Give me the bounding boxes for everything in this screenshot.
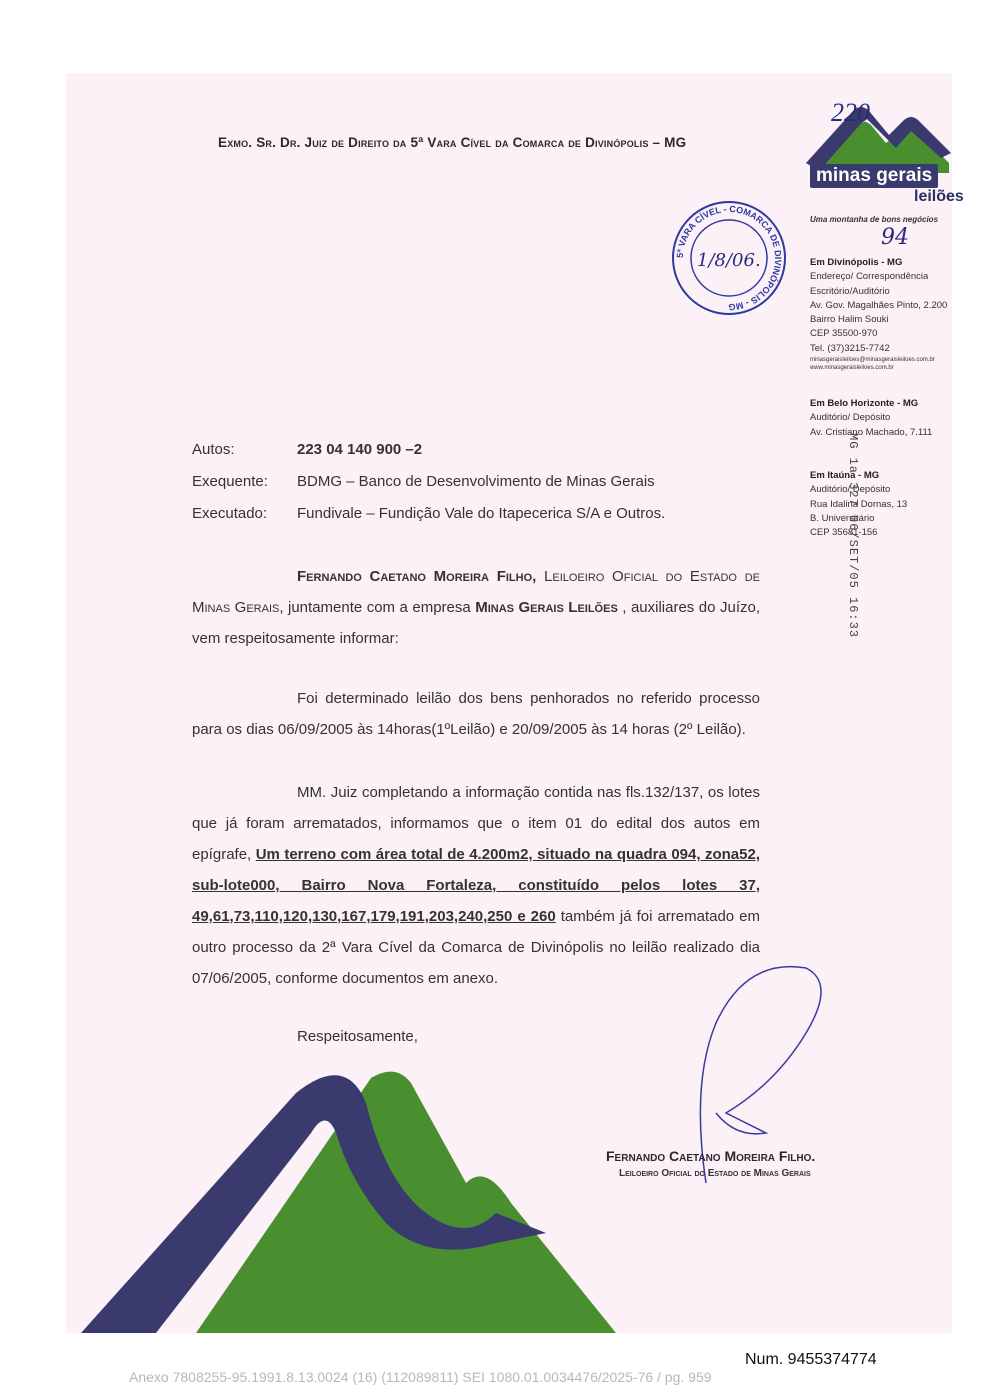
footer-reference: Anexo 7808255-95.1991.8.13.0024 (16) (112089811) SEI 1080.01.0034476/2025-76 / pg. 959	[129, 1369, 712, 1385]
handwritten-page-mark: 220	[831, 98, 870, 127]
office-line: B. Universitário	[810, 512, 875, 524]
office-line: Escritório/Auditório	[810, 285, 890, 297]
property-description: Um terreno com área total de 4.200m2, situado na quadra 094, zona52, sub-lote000, Bairro Nova Fortaleza, constituído pelos lotes 37, 49,61,73,110,120,130,167,179,191,203,240,250 e 260	[192, 846, 760, 925]
office-line: Bairro Halim Souki	[810, 314, 889, 326]
stamp-ring-text: 5ª VARA CÍVEL - COMARCA DE DIVINÓPOLIS - MG	[674, 203, 784, 313]
office-line: Av. Cristiano Machado, 7.111	[810, 426, 933, 438]
intro-text: , juntamente com a empresa	[279, 599, 476, 616]
office-line: Auditório/ Depósito	[810, 484, 891, 496]
auctioneer-name: Fernando Caetano Moreira Filho,	[297, 568, 537, 585]
auction-dates-paragraph	[192, 683, 760, 745]
office-email: minasgeraisleiloes@minasgeraisleiloes.com.br	[810, 357, 935, 364]
closing: Respeitosamente,	[297, 1028, 418, 1045]
logo-sub: leilões	[914, 188, 964, 205]
protocol-side-stamp: MG 1a 327 06/SET/05 16:33	[846, 433, 860, 639]
company-name: Minas Gerais Leilões	[475, 599, 618, 616]
office-line: Av. Gov. Magalhães Pinto, 2.200	[810, 299, 948, 311]
handwritten-folio: 94	[881, 225, 909, 250]
office-line: CEP 35500-970	[810, 328, 878, 340]
case-label: Autos:	[192, 441, 235, 458]
case-label: Executado:	[192, 505, 268, 522]
office-line: Tel. (37)3215-7742	[810, 342, 890, 354]
intro-paragraph	[192, 561, 760, 654]
office-website: www.minasgeraisleiloes.com.br	[810, 365, 894, 372]
case-value: BDMG – Banco de Desenvolvimento de Minas Gerais	[297, 473, 655, 490]
signatory-name: Fernando Caetano Moreira Filho.	[606, 1148, 816, 1164]
office-title: Em Divinópolis - MG	[810, 257, 903, 268]
case-value: Fundivale – Fundição Vale do Itapecerica S/A e Outros.	[297, 505, 666, 522]
office-line: CEP 35681-156	[810, 527, 878, 539]
logo-brand: minas gerais	[810, 164, 938, 188]
lots-paragraph	[192, 777, 760, 994]
stamp-handwriting: 1/8/06.	[697, 250, 761, 271]
logo-tagline: Uma montanha de bons negócios	[810, 215, 939, 224]
case-value: 223 04 140 900 –2	[297, 441, 423, 458]
auctioneer-title: Leiloeiro Oficial do Estado de Minas Gerais	[192, 568, 760, 616]
court-stamp	[669, 198, 789, 318]
lots-text-end: também já foi arrematado em outro processo da 2ª Vara Cível da Comarca de Divinópolis no leilão realizado dia 07/06/2005, conforme documentos em anexo.	[192, 908, 760, 987]
intro-text-end: , auxiliares do Juízo, vem respeitosamente informar:	[192, 599, 761, 647]
office-title: Em Belo Horizonte - MG	[810, 398, 919, 409]
office-line: Rua Idalina Dornas, 13	[810, 498, 908, 510]
case-label: Exequente:	[192, 473, 268, 490]
addressee-heading: Exmo. Sr. Dr. Juiz de Direito da 5ª Vara Cível da Comarca de Divinópolis – MG	[218, 135, 687, 150]
office-belo-horizonte	[810, 397, 932, 440]
office-line: Auditório/ Depósito	[810, 412, 891, 424]
signatory-role: Leiloeiro Oficial do Estado de Minas Gerais	[619, 1168, 811, 1179]
office-line: Endereço/ Correspondência	[810, 271, 929, 283]
lots-text-start: MM. Juiz completando a informação contida nas fls.132/137, os lotes que já foram arrematados, informamos que o item 01 do edital dos autos em epígrafe,	[192, 784, 760, 863]
office-title: Em Itaúna - MG	[810, 470, 880, 481]
document-number: Num. 9455374774	[745, 1351, 877, 1368]
auction-dates-text: Foi determinado leilão dos bens penhorados no referido processo para os dias 06/09/2005 às 14horas(1ºLeilão) e 20/09/2005 às 14 horas (2º Leilão).	[192, 690, 760, 738]
letter-page	[66, 73, 964, 1333]
office-divinopolis	[810, 256, 947, 372]
